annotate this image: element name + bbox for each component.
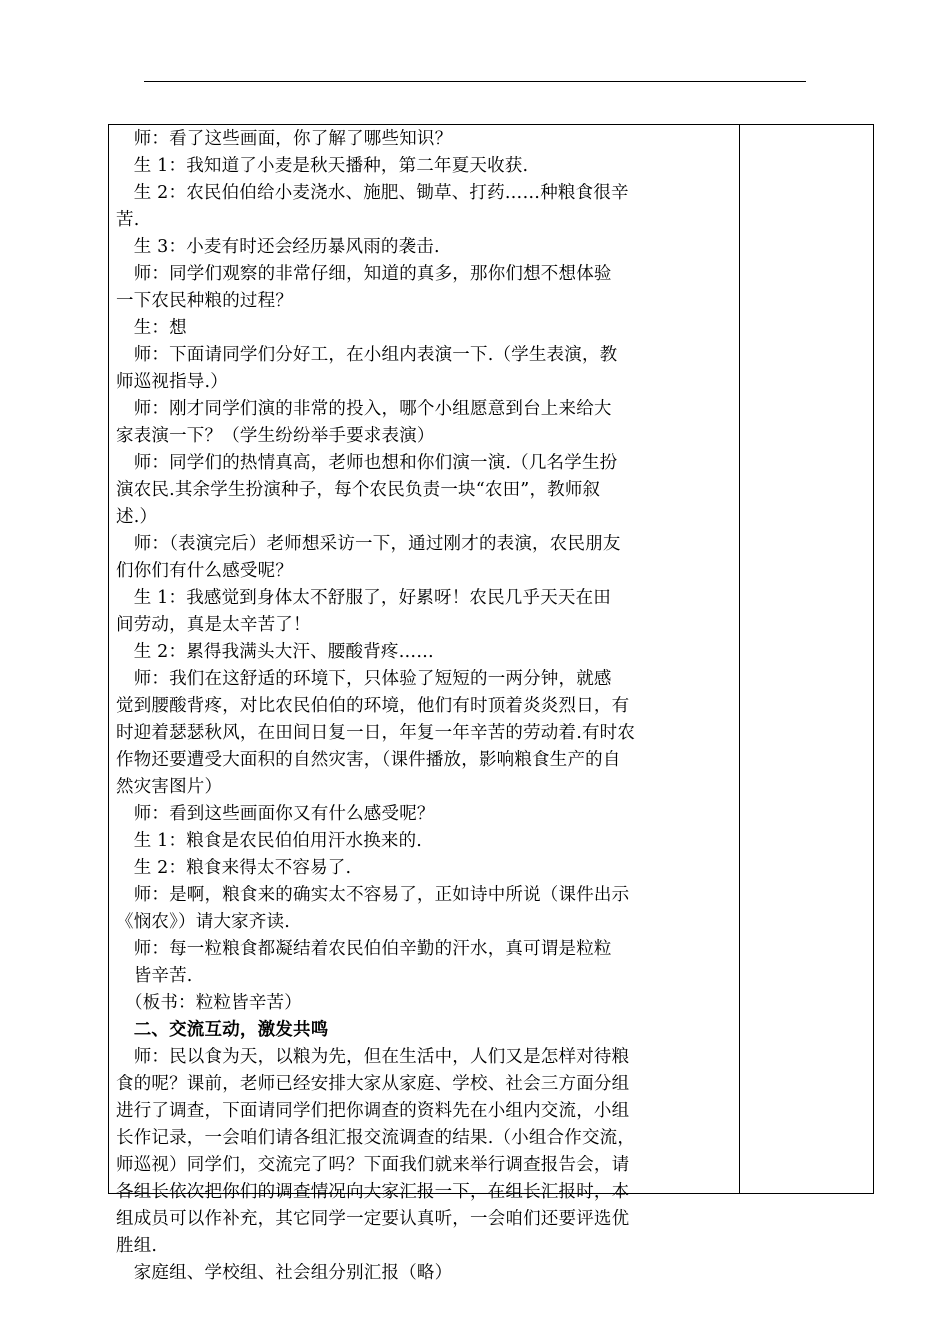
text-line: 时迎着瑟瑟秋风，在田间日复一日，年复一年辛苦的劳动着.有时农: [116, 723, 636, 743]
text-line: 生 2：粮食来得太不容易了.: [116, 858, 352, 878]
text-line: 师：刚才同学们演的非常的投入，哪个小组愿意到台上来给大: [116, 399, 612, 419]
text-line: 一下农民种粮的过程？: [116, 291, 293, 311]
text-line: 《悯农》）请大家齐读.: [116, 912, 291, 932]
text-line: 师：同学们的热情真高，老师也想和你们演一演.（几名学生扮: [116, 453, 618, 473]
text-line: 间劳动，真是太辛苦了！: [116, 615, 311, 635]
text-line: 生 1：我感觉到身体太不舒服了，好累呀！农民几乎天天在田: [116, 588, 611, 608]
text-line: 家庭组、学校组、社会组分别汇报（略）: [116, 1263, 453, 1283]
text-line: 师：看了这些画面，你了解了哪些知识？: [116, 129, 453, 149]
text-line: （板书：粒粒皆辛苦）: [116, 993, 302, 1013]
text-line: 生 1：我知道了小麦是秋天播种，第二年夏天收获.: [116, 156, 529, 176]
text-line: 各组长依次把你们的调查情况向大家汇报一下，在组长汇报时，本: [116, 1182, 630, 1202]
text-line: 师：民以食为天，以粮为先，但在生活中，人们又是怎样对待粮: [116, 1047, 630, 1067]
text-line: 师：我们在这舒适的环境下，只体验了短短的一两分钟，就感: [116, 669, 612, 689]
text-line: 家表演一下？（学生纷纷举手要求表演）: [116, 426, 435, 446]
text-line: 师：看到这些画面你又有什么感受呢？: [116, 804, 435, 824]
text-line: 生 3：小麦有时还会经历暴风雨的袭击.: [116, 237, 440, 257]
text-line: 师：下面请同学们分好工，在小组内表演一下.（学生表演，教: [116, 345, 618, 365]
text-line: 苦.: [116, 210, 140, 230]
text-line: 然灾害图片）: [116, 777, 223, 797]
text-line: 们你们有什么感受呢？: [116, 561, 293, 581]
text-line: 生 2：农民伯伯给小麦浇水、施肥、锄草、打药……种粮食很辛: [116, 183, 629, 203]
text-line: 食的呢？课前，老师已经安排大家从家庭、学校、社会三方面分组: [116, 1074, 630, 1094]
text-line: 皆辛苦.: [116, 966, 193, 986]
lesson-content-cell: [116, 126, 730, 1287]
text-line: 生 2：累得我满头大汗、腰酸背疼……: [116, 642, 434, 662]
table-column-divider: [739, 124, 740, 1194]
text-line: 作物还要遭受大面积的自然灾害，（课件播放，影响粮食生产的自: [116, 750, 621, 770]
text-line: 进行了调查，下面请同学们把你调查的资料先在小组内交流，小组: [116, 1101, 630, 1121]
section-heading: 二、交流互动，激发共鸣: [116, 1020, 329, 1040]
text-line: 师：是啊，粮食来的确实太不容易了，正如诗中所说（课件出示: [116, 885, 630, 905]
text-line: 述.）: [116, 507, 158, 527]
text-line: 师：同学们观察的非常仔细，知道的真多，那你们想不想体验: [116, 264, 612, 284]
text-line: 觉到腰酸背疼，对比农民伯伯的环境，他们有时顶着炎炎烈日，有: [116, 696, 630, 716]
text-line: 生 1：粮食是农民伯伯用汗水换来的.: [116, 831, 423, 851]
text-line: 生：想: [116, 318, 187, 338]
text-line: 师：（表演完后）老师想采访一下，通过刚才的表演，农民朋友: [116, 534, 621, 554]
text-line: 胜组.: [116, 1236, 158, 1256]
text-line: 师：每一粒粮食都凝结着农民伯伯辛勤的汗水，真可谓是粒粒: [116, 939, 612, 959]
text-line: 演农民.其余学生扮演种子，每个农民负责一块“农田”，教师叙: [116, 480, 601, 500]
text-line: 师巡视指导.）: [116, 372, 228, 392]
header-rule: [144, 81, 806, 82]
text-line: 组成员可以作补充，其它同学一定要认真听，一会咱们还要评选优: [116, 1209, 630, 1229]
text-line: 师巡视）同学们，交流完了吗？下面我们就来举行调查报告会，请: [116, 1155, 630, 1175]
text-line: 长作记录，一会咱们请各组汇报交流调查的结果.（小组合作交流，: [116, 1128, 636, 1148]
